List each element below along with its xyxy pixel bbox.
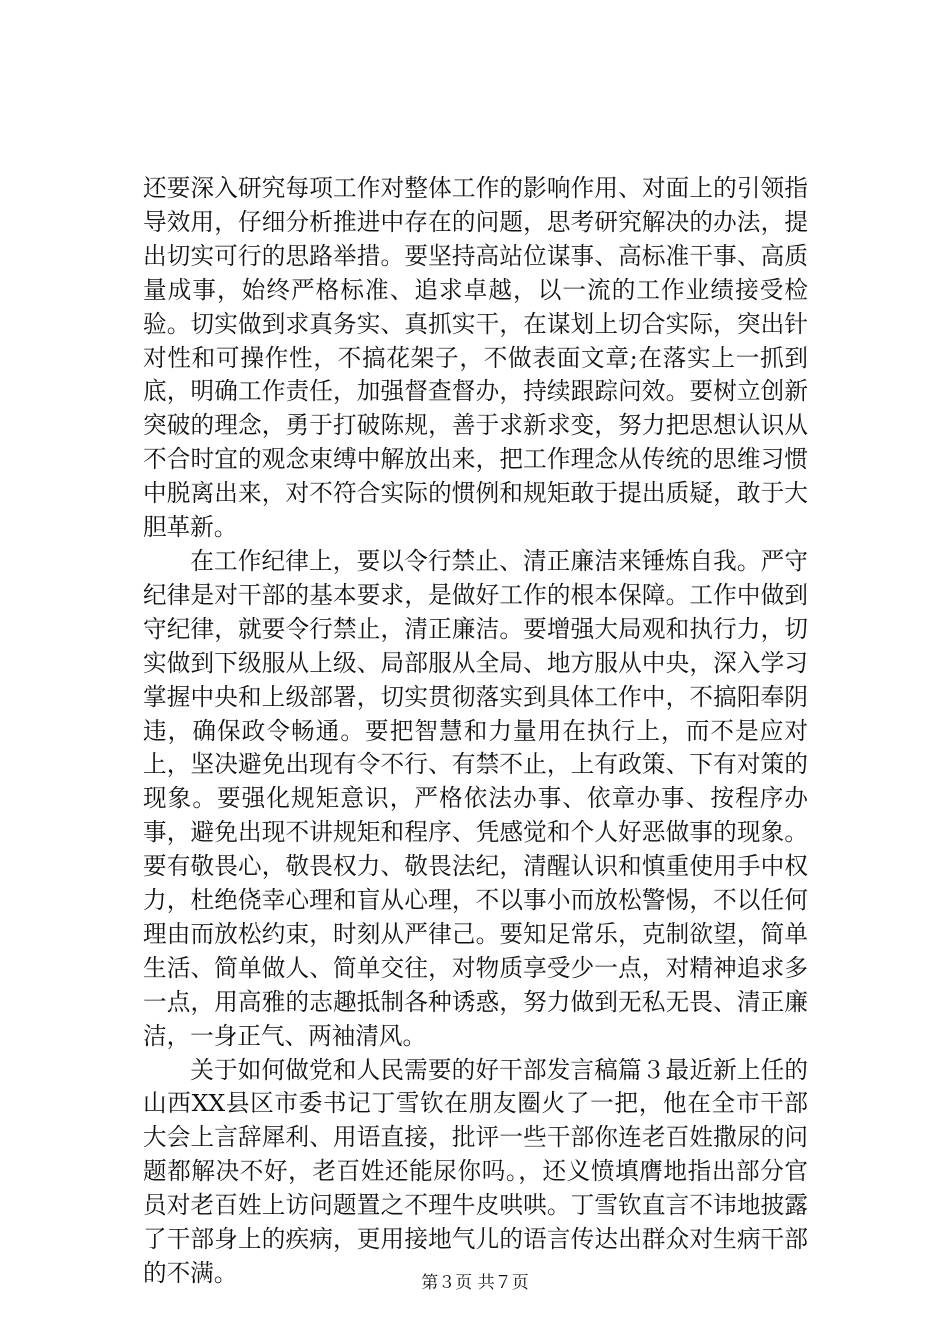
paragraph: 在工作纪律上，要以令行禁止、清正廉洁来锤炼自我。严守纪律是对干部的基本要求，是做好工作的根本保障。工作中做到守纪律，就要令行禁止，清正廉洁。要增强大局观和执行力，切实做到下级服从上级、局部服从全局、地方服从中央，深入学习掌握中央和上级部署，切实贯彻落实到具体工作中，不搞阳奉阴违，确保政令畅通。要把智慧和力量用在执行上，而不是应对上，坚决避免出现有令不行、有禁不止，上有政策、下有对策的现象。要强化规矩意识，严格依法办事、依章办事、按程序办事，避免出现不讲规矩和程序、凭感觉和个人好恶做事的现象。要有敬畏心，敬畏权力、敬畏法纪，清醒认识和慎重使用手中权力，杜绝侥幸心理和盲从心理，不以事小而放松警惕，不以任何理由而放松约束，时刻从严律己。要知足常乐，克制欲望，简单生活、简单做人、简单交往，对物质享受少一点，对精神追求多一点，用高雅的志趣抵制各种诱惑，努力做到无私无畏、清正廉洁，一身正气、两袖清风。 <box>143 546 808 1050</box>
paragraph: 关于如何做党和人民需要的好干部发言稿篇３最近新上任的山西XX县区市委书记丁雪钦在朋友圈火了一把，他在全市干部大会上言辞犀利、用语直接，批评一些干部你连老百姓撒尿的问题都解决不好，老百姓还能尿你吗。，还义愤填膺地指出部分官员对老百姓上访问题置之不理牛皮哄哄。丁雪钦直言不讳地披露了干部身上的疾病，更用接地气儿的语言传达出群众对生病干部的不满。 <box>143 1055 808 1287</box>
page-number-footer: 第３页 共７页 <box>421 1273 529 1293</box>
paragraph: 还要深入研究每项工作对整体工作的影响作用、对面上的引领指导效用，仔细分析推进中存在的问题，思考研究解决的办法，提出切实可行的思路举措。要坚持高站位谋事、高标准干事、高质量成事，始终严格标准、追求卓越，以一流的工作业绩接受检验。切实做到求真务实、真抓实干，在谋划上切合实际，突出针对性和可操作性，不搞花架子，不做表面文章;在落实上一抓到底，明确工作责任，加强督查督办，持续跟踪问效。要树立创新突破的理念，勇于打破陈规，善于求新求变，努力把思想认识从不合时宜的观念束缚中解放出来，把工作理念从传统的思维习惯中脱离出来，对不符合实际的惯例和规矩敢于提出质疑，敢于大胆革新。 <box>143 174 808 542</box>
document-body <box>143 172 808 1291</box>
